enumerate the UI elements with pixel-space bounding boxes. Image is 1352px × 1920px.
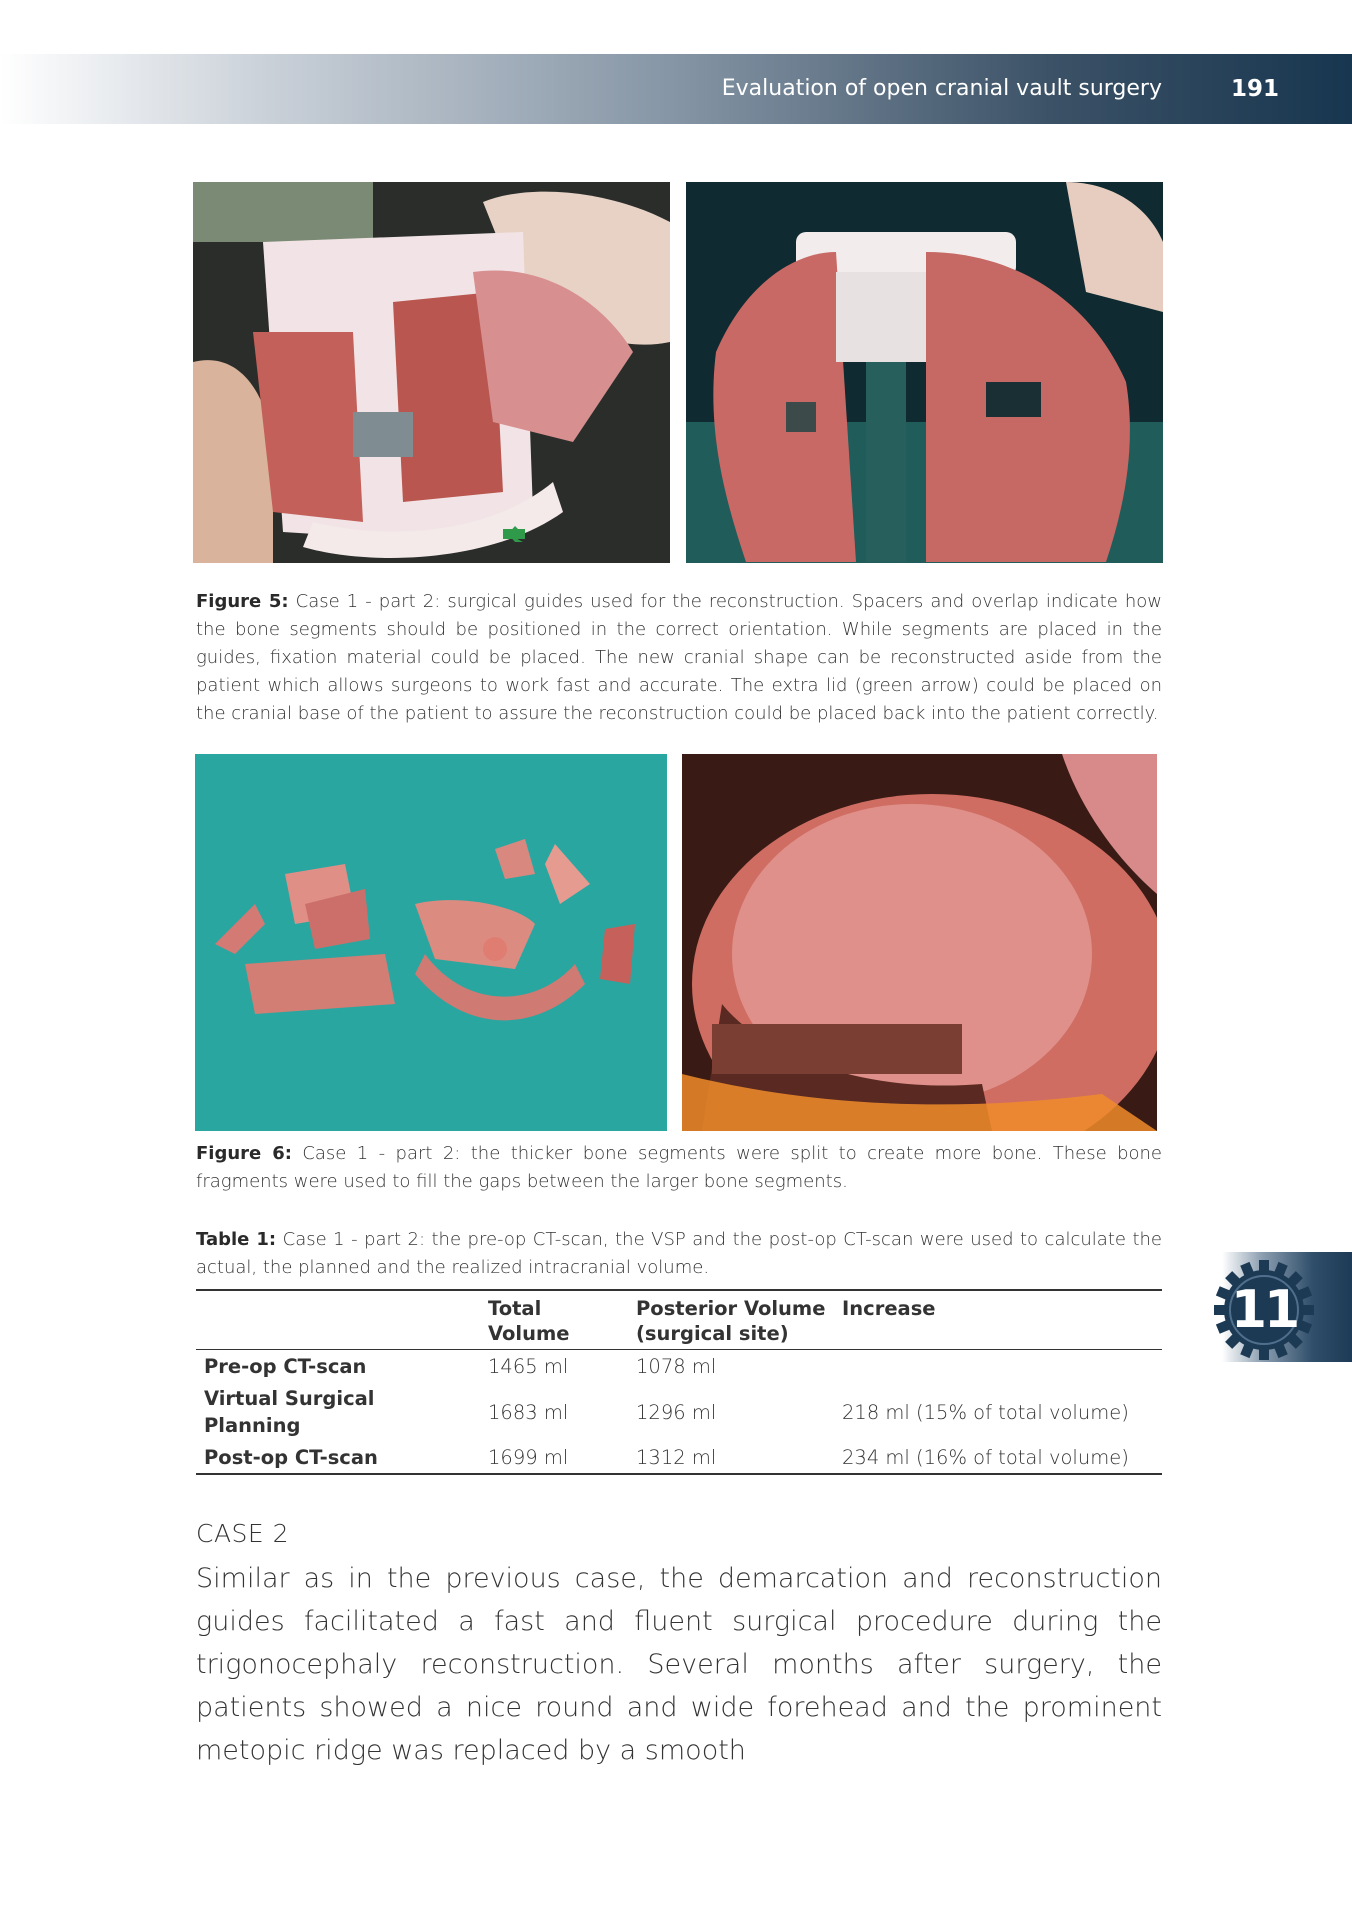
table1-caption — [196, 1226, 1162, 1282]
cell-increase — [834, 1350, 1162, 1383]
volume-table — [196, 1289, 1162, 1475]
figure6-caption — [196, 1140, 1162, 1196]
column-header-total-volume: Total Volume — [488, 1297, 570, 1345]
figure6-label: Figure 6: — [196, 1143, 292, 1164]
table-row — [196, 1382, 1162, 1441]
page-number: 191 — [1230, 76, 1279, 102]
figure6-text: Case 1 - part 2: the thicker bone segments were split to create more bone. These bone fragments were used to fill the gaps between the larger bone segments. — [196, 1143, 1162, 1192]
table1-caption-text: Case 1 - part 2: the pre-op CT-scan, the VSP and the post-op CT-scan were used to calculate the actual, the planned and the realized intracranial volume. — [196, 1229, 1162, 1278]
figure6-photo-left — [195, 754, 667, 1131]
chapter-number: 11 — [1230, 1280, 1298, 1340]
section-heading-case2: CASE 2 — [196, 1519, 290, 1548]
figure5-photo-left — [193, 182, 670, 563]
cell-posterior-volume: 1078 ml — [636, 1355, 717, 1378]
table-row — [196, 1350, 1162, 1383]
figure5-photo-right — [686, 182, 1163, 563]
figure5-caption — [196, 588, 1162, 728]
table-row — [196, 1441, 1162, 1474]
row-label: Post-op CT-scan — [204, 1446, 378, 1469]
column-header-posterior-volume: Posterior Volume (surgical site) — [636, 1297, 826, 1345]
cell-posterior-volume: 1296 ml — [636, 1400, 717, 1424]
cell-total-volume: 1683 ml — [488, 1400, 569, 1424]
column-header-increase: Increase — [842, 1297, 936, 1320]
figure6-photo-right — [682, 754, 1157, 1131]
cell-increase: 218 ml (15% of total volume) — [842, 1400, 1129, 1424]
table1-label: Table 1: — [196, 1229, 277, 1250]
cell-total-volume: 1699 ml — [488, 1446, 569, 1469]
figure5-text: Case 1 - part 2: surgical guides used for the reconstruction. Spacers and overlap indicate how the bone segments should be positioned in the correct orientation. While segments are placed in the guides, fixation material could be placed. The new cranial shape can be reconstructed aside from the patient which allows surgeons to work fast and accurate. The extra lid (green arrow) could be placed on the cranial base of the patient to assure the reconstruction could be placed back into the patient correctly. — [196, 591, 1162, 724]
column-header-blank — [196, 1290, 480, 1350]
row-label: Pre-op CT-scan — [204, 1355, 367, 1378]
cell-posterior-volume: 1312 ml — [636, 1446, 717, 1469]
cell-total-volume: 1465 ml — [488, 1355, 569, 1378]
case2-body-text: Similar as in the previous case, the demarcation and reconstruction guides facilitated a fast and fluent surgical procedure during the trigonocephaly reconstruction. Several months after surgery, the patients showed a nice round and wide forehead and the prominent metopic ridge was replaced by a smooth — [196, 1563, 1162, 1766]
row-label: Virtual Surgical Planning — [204, 1387, 375, 1437]
cell-increase: 234 ml (16% of total volume) — [842, 1446, 1129, 1469]
figure5-label: Figure 5: — [196, 591, 289, 612]
running-title: Evaluation of open cranial vault surgery — [721, 76, 1162, 101]
table-header-row — [196, 1290, 1162, 1350]
